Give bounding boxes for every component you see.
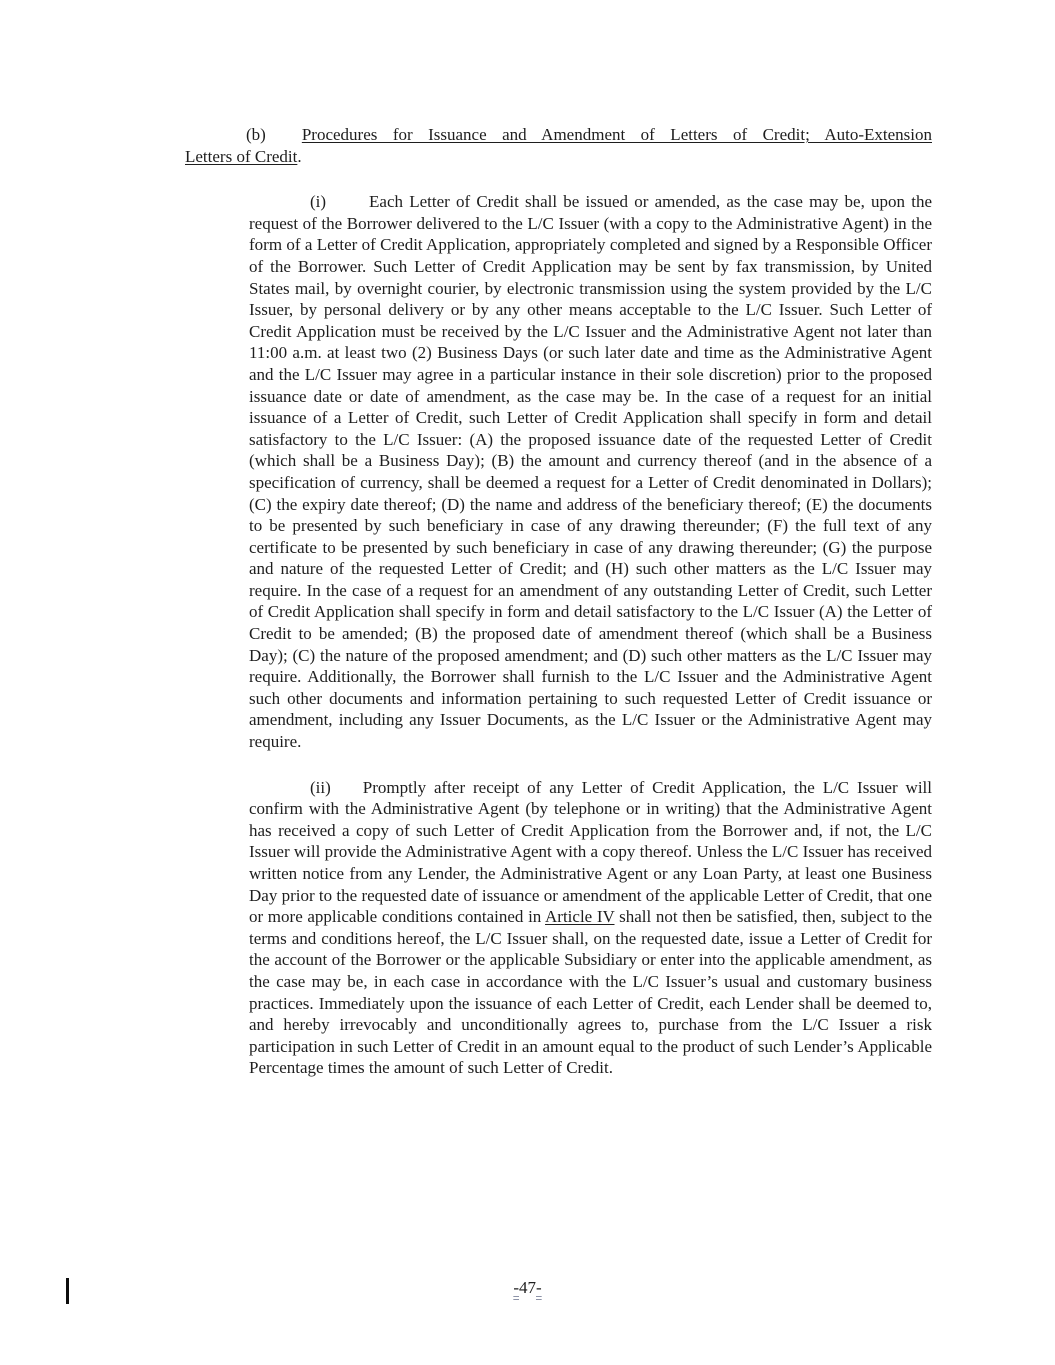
section-title-line2: Letters of Credit <box>185 146 298 166</box>
section-heading-line1 <box>185 124 932 146</box>
paragraph-i-text: Each Letter of Credit shall be issued or amended, as the case may be, upon the request of the Borrower delivered to the L/C Issuer (with a copy to the Administrative Agent) in the form of a Letter of Credit Application, appropriately completed and signed by a Responsible Officer of the Borrower. Such Letter of Credit Application may be sent by fax transmission, by United States mail, by overnight courier, by electronic transmission using the system provided by the L/C Issuer, by personal delivery or by any other means acceptable to the L/C Issuer. Such Letter of Credit Application must be received by the L/C Issuer and the Administrative Agent not later than 11:00 a.m. at least two (2) Business Days (or such later date and time as the Administrative Agent and the L/C Issuer may agree in a particular instance in their sole discretion) prior to the proposed issuance date or date of amendment, as the case may be. In the case of a request for an initial issuance of a Letter of Credit, such Letter of Credit Application shall specify in form and detail satisfactory to the L/C Issuer: (A) the proposed issuance date of the requested Letter of Credit (which shall be a Business Day); (B) the amount and currency thereof (and in the absence of a specification of currency, shall be deemed a request for a Letter of Credit denominated in Dollars); (C) the expiry date thereof; (D) the name and address of the beneficiary thereof; (E) the documents to be presented by such beneficiary in case of any drawing thereunder; (F) the full text of any certificate to be presented by such beneficiary in case of any drawing thereunder; (G) the purpose and nature of the requested Letter of Credit; and (H) such other matters as the L/C Issuer may require. In the case of a request for an amendment of any outstanding Letter of Credit, such Letter of Credit Application shall specify in form and detail satisfactory to the L/C Issuer (A) the Letter of Credit to be amended; (B) the proposed date of amendment thereof (which shall be a Business Day); (C) the nature of the proposed amendment; and (D) such other matters as the L/C Issuer may require. Additionally, the Borrower shall furnish to the L/C Issuer and the Administrative Agent such other documents and information pertaining to such requested Letter of Credit issuance or amendment, including any Issuer Documents, as the L/C Issuer or the Administrative Agent may require. <box>249 192 932 752</box>
paragraph-ii <box>249 777 932 1079</box>
paragraph-i-label: (i) <box>310 192 327 212</box>
section-title-period: . <box>297 146 302 166</box>
section-heading <box>185 0 932 167</box>
page-number: 47 <box>519 1278 536 1297</box>
article-iv-reference: Article IV <box>545 907 615 927</box>
paragraph-ii-text-before: Promptly after receipt of any Letter of Credit Application, the L/C Issuer will confirm with the Administrative Agent (by telephone or in writing) that the Administrative Agent has received a copy of such Letter of Credit Application from the Borrower and, if not, the L/C Issuer will provide the Administrative Agent with a copy thereof. Unless the L/C Issuer has received written notice from any Lender, the Administrative Agent or any Loan Party, at least one Business Day prior to the requested date of issuance or amendment of the applicable Letter of Credit, that one or more applicable conditions contained in <box>249 777 932 927</box>
page-footer <box>0 1277 1055 1299</box>
section-title-line1: Procedures for Issuance and Amendment of Letters of Credit; Auto-Extension <box>301 125 932 144</box>
tab-spacer <box>326 206 369 207</box>
tab-spacer <box>331 792 363 793</box>
page-number-dash-left: - <box>513 1278 519 1297</box>
paragraph-ii-label: (ii) <box>310 777 331 797</box>
section-label: (b) <box>246 125 266 144</box>
paragraph-i <box>249 191 932 752</box>
tab-spacer <box>266 139 302 140</box>
paragraph-ii-text-after: shall not then be satisfied, then, subject to the terms and conditions hereof, the L/C Issuer shall, on the requested date, issue a Letter of Credit for the account of the Borrower or the applicable Subsidiary or enter into the applicable amendment, as the case may be, in each case in accordance with the L/C Issuer’s usual and customary business practices. Immediately upon the issuance of each Letter of Credit, each Lender shall be deemed to, and hereby irrevocably and unconditionally agrees to, purchase from the L/C Issuer a risk participation in such Letter of Credit in an amount equal to the product of such Lender’s Applicable Percentage times the amount of such Letter of Credit. <box>249 907 933 1078</box>
page-number-dash-right: - <box>536 1278 542 1297</box>
section-heading-line2 <box>185 146 932 168</box>
